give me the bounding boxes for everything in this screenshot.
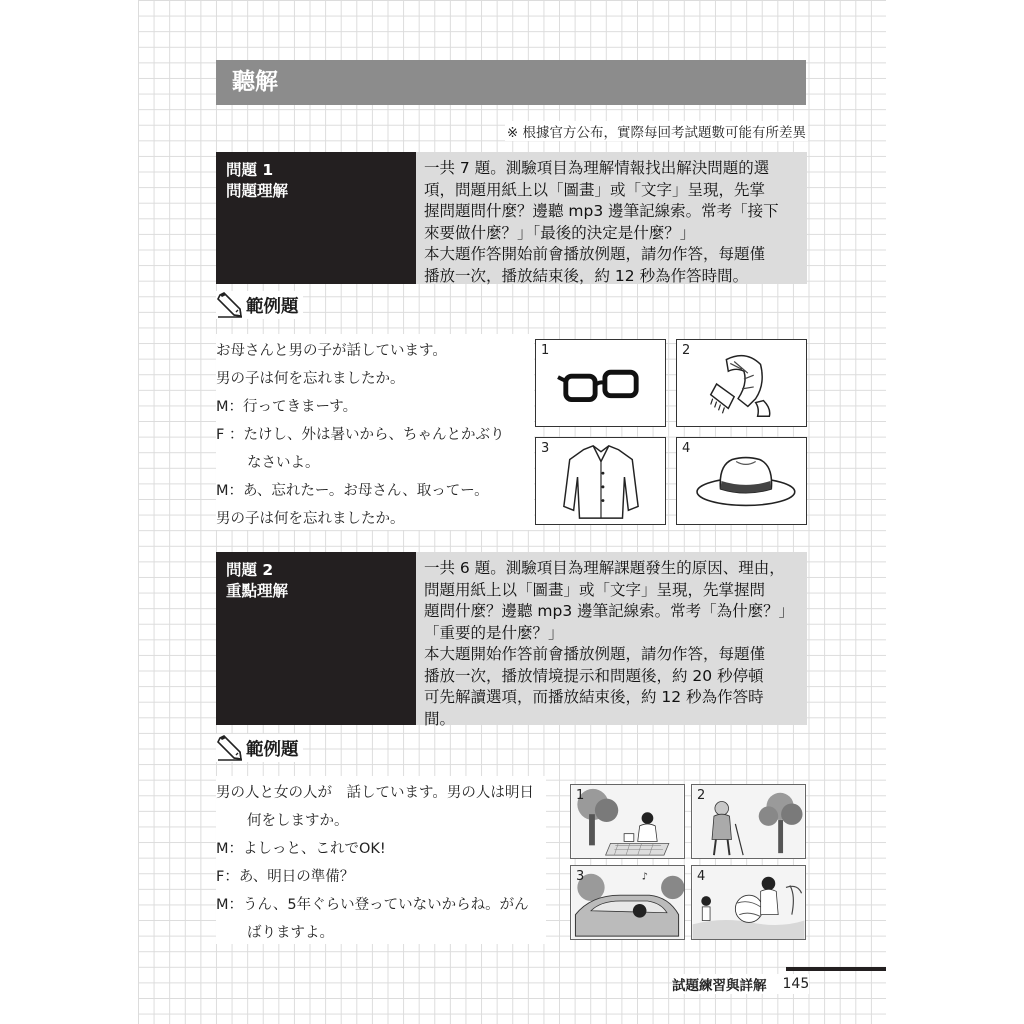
desc-line: 本大題作答開始前會播放例題，請勿作答，每題僅 [424,245,766,263]
problem1-dialogue [216,334,534,530]
desc-line: 「重要的是什麼？」 [424,623,564,642]
desc-line: 問題用紙上以「圖畫」或「文字」呈現，先掌握問 [424,580,766,599]
dialogue-line: 男の子は何を忘れましたか。 [216,511,405,527]
dialogue-line: 何をしますか。 [247,813,349,829]
page-footer [672,974,809,994]
option-number: 4 [682,441,691,456]
dialogue-line: F：あ、明日の準備？ [216,869,355,885]
pencil-icon [216,291,244,319]
beach-scene-icon [692,866,805,939]
desc-line: 項，問題用紙上以「圖畫」或「文字」呈現，先掌 [424,180,766,199]
dialogue-line: 男の人と女の人が 話しています。男の人は明日 [216,785,534,801]
option-1 [570,784,685,859]
dialogue-line: F ：たけし、外は暑いから、ちゃんとかぶり [216,427,505,443]
problem2-name: 重點理解 [226,582,289,600]
problem2-label [216,552,416,725]
scarf-icon [677,340,806,426]
problem2-dialogue [216,776,546,944]
desc-line: 播放一次，播放情境提示和問題後，約 20 秒停頓 [424,666,764,685]
example-label: 範例題 [246,739,299,760]
dialogue-line: M：うん、5年ぐらい登っていないからね。がん [216,897,529,913]
official-note: ※ 根據官方公布，實際每回考試題數可能有所差異 [505,121,808,141]
option-1 [535,339,666,427]
desc-line: 來要做什麼？」「最後的決定是什麼？」 [424,223,696,242]
page-number: 145 [782,976,810,992]
desc-line: 本大題開始作答前會播放例題，請勿作答，每題僅 [424,645,766,663]
problem1-description [416,152,807,284]
option-3 [535,437,666,525]
problem1-number: 問題 1 [226,161,274,179]
dialogue-line: ばりますよ。 [247,925,334,941]
shirt-icon [536,438,665,524]
picnic-scene-icon [571,785,684,858]
problem1-box [216,152,807,284]
hiking-scene-icon [692,785,805,858]
car-scene-icon [571,866,684,939]
problem2-description [416,552,807,728]
problem2-box [216,552,807,728]
svg-text:♪: ♪ [641,871,648,883]
dialogue-line: なさいよ。 [247,455,320,471]
desc-line: 間。 [424,709,456,728]
section-title: 聽解 [216,60,806,105]
glasses-icon [536,340,665,426]
desc-line: 一共 6 題。測驗項目為理解課題發生的原因、理由， [424,559,785,577]
footer-rule [786,967,886,971]
problem2-options [570,784,806,940]
dialogue-line: 男の子は何を忘れましたか。 [216,371,405,387]
hat-icon [677,438,806,524]
problem2-example-heading [216,734,303,762]
option-number: 3 [576,869,585,884]
problem1-example-heading [216,291,303,319]
option-number: 2 [682,343,691,358]
footer-label: 試題練習與詳解 [672,978,767,994]
option-number: 1 [576,788,585,803]
option-2 [676,339,807,427]
problem1-name: 問題理解 [226,182,289,200]
option-4 [691,865,806,940]
desc-line: 握問題問什麼？邊聽 mp3 邊筆記線索。常考「接下 [424,202,779,220]
option-number: 3 [541,441,550,456]
dialogue-line: M：よしっと、これでOK! [216,841,386,857]
problem2-number: 問題 2 [226,561,274,579]
example-label: 範例題 [246,296,299,317]
dialogue-line: M：行ってきまーす。 [216,399,358,415]
option-number: 1 [541,343,550,358]
pencil-icon [216,734,244,762]
dialogue-line: お母さんと男の子が話しています。 [216,343,447,359]
option-number: 2 [697,788,706,803]
option-4 [676,437,807,525]
option-number: 4 [697,869,706,884]
option-2 [691,784,806,859]
desc-line: 一共 7 題。測驗項目為理解情報找出解決問題的選 [424,159,770,177]
dialogue-line: M：あ、忘れたー。お母さん、取ってー。 [216,483,489,499]
option-3 [570,865,685,940]
problem1-options [535,339,807,525]
desc-line: 播放一次，播放結束後，約 12 秒為作答時間。 [424,266,749,285]
desc-line: 可先解讀選項，而播放結束後，約 12 秒為作答時 [424,688,764,706]
problem1-label [216,152,416,284]
desc-line: 題問什麼？邊聽 mp3 邊筆記線索。常考「為什麼？」 [424,602,795,620]
